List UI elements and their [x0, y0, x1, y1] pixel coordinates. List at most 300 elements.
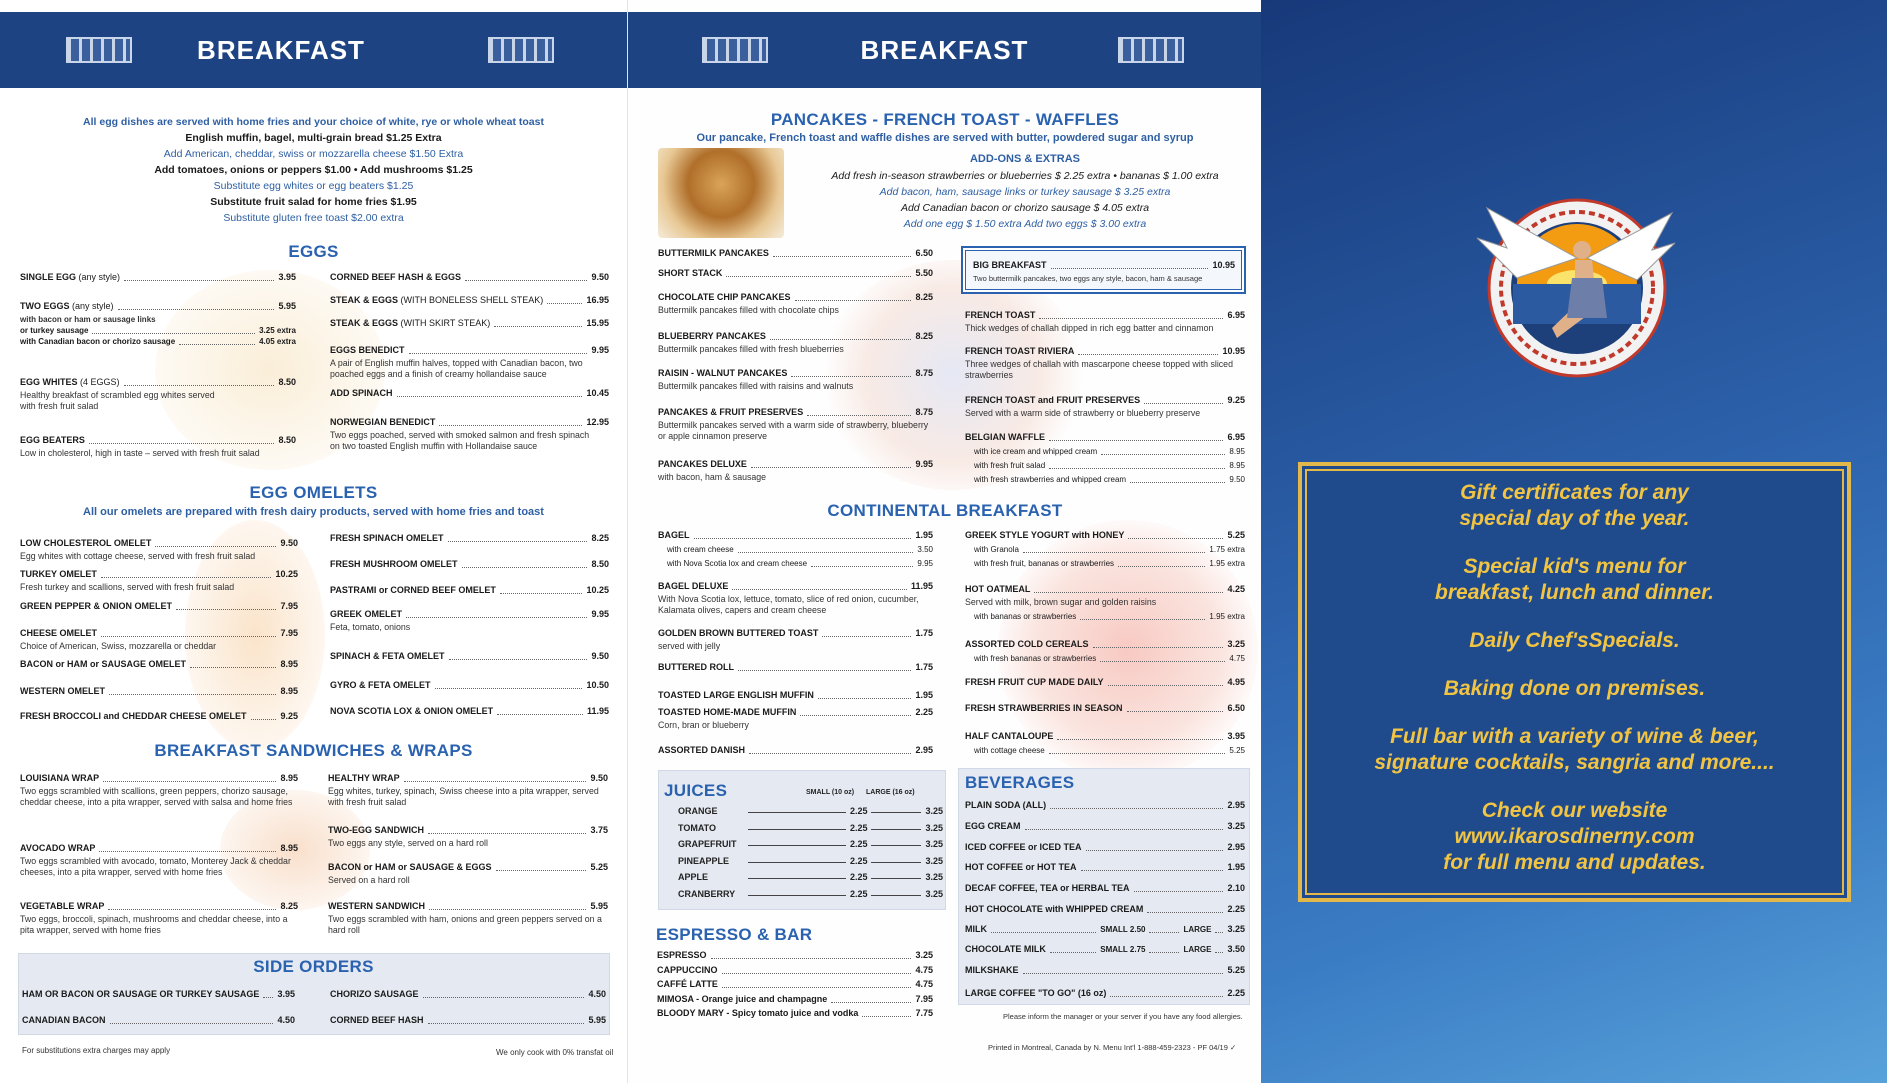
- item-price: 2.25: [1227, 904, 1245, 914]
- promo-line: signature cocktails, sangria and more....: [1374, 751, 1775, 774]
- item-price: 9.95: [917, 559, 933, 568]
- menu-item: [20, 659, 298, 670]
- item-price: 10.50: [586, 680, 609, 690]
- item-variant: with bananas or strawberries: [974, 612, 1077, 621]
- item-name: LOW CHOLESTEROL OMELET: [20, 538, 152, 548]
- menu-item: [330, 651, 609, 662]
- item-name: FRESH SPINACH OMELET: [330, 533, 444, 543]
- item-description: served with jelly: [658, 641, 721, 651]
- menu-item: [658, 581, 933, 616]
- item-description: Buttermilk pancakes filled with raisins and walnuts: [658, 381, 854, 391]
- menu-item: [658, 407, 933, 442]
- item-description: Two eggs poached, served with smoked salmon and fresh spinach on two toasted English muffin with Hollandaise sauce: [330, 430, 590, 451]
- section-eggs-title: EGGS: [288, 242, 339, 261]
- item-variant: with fresh fruit, bananas or strawberries: [974, 559, 1115, 568]
- egg-intro: [20, 114, 607, 226]
- item-price: 8.50: [591, 559, 609, 569]
- item-price: 4.50: [588, 989, 606, 999]
- item-name: WESTERN SANDWICH: [328, 901, 425, 911]
- menu-item: [965, 530, 1245, 569]
- item-name: EGG CREAM: [965, 821, 1021, 831]
- item-price: 1.95: [1227, 862, 1245, 872]
- juice-row: [678, 872, 943, 882]
- menu-item: [965, 677, 1245, 688]
- menu-item: [20, 773, 298, 808]
- item-price: 3.50: [917, 545, 933, 554]
- item-name: EGGS BENEDICT: [330, 345, 405, 355]
- item-name: MILKSHAKE: [965, 965, 1019, 975]
- item-name: PLAIN SODA (ALL): [965, 800, 1047, 810]
- item-price-small: SMALL 2.50: [1100, 925, 1146, 934]
- item-price: 1.75 extra: [1209, 545, 1245, 554]
- item-price: 12.95: [586, 417, 609, 427]
- item-name: BLUEBERRY PANCAKES: [658, 331, 766, 341]
- item-price: 8.25: [591, 533, 609, 543]
- item-price: 8.95: [280, 843, 298, 853]
- menu-item: [965, 639, 1245, 664]
- menu-item: [20, 301, 296, 347]
- greek-key-icon: [488, 37, 554, 63]
- item-price: 6.95: [1227, 432, 1245, 442]
- item-price: 9.50: [1229, 475, 1245, 484]
- juice-row: [678, 806, 943, 816]
- item-name: PANCAKES DELUXE: [658, 459, 747, 469]
- menu-item: [965, 965, 1245, 976]
- item-price: 10.95: [1212, 260, 1235, 270]
- item-price: 8.25: [915, 292, 933, 302]
- menu-item: [658, 628, 933, 652]
- menu-item: [973, 260, 1235, 284]
- promo-line: special day of the year.: [1459, 507, 1690, 530]
- intro-line: Substitute gluten free toast $2.00 extra: [223, 212, 404, 224]
- item-price: 3.95: [1227, 731, 1245, 741]
- item-name: CANADIAN BACON: [22, 1015, 106, 1025]
- promo-line: Daily Chef'sSpecials.: [1469, 629, 1680, 652]
- item-price: 10.25: [275, 569, 298, 579]
- menu-item: [330, 533, 609, 544]
- item-description: Buttermilk pancakes filled with fresh blueberries: [658, 344, 844, 354]
- item-price-large: 3.25: [925, 855, 943, 866]
- menu-item: [328, 773, 608, 808]
- intro-line: Substitute fruit salad for home fries $1.95: [210, 196, 417, 208]
- item-price: 5.25: [590, 862, 608, 872]
- item-price-small: 2.25: [849, 806, 868, 816]
- menu-item: [965, 924, 1245, 935]
- item-name: CHOCOLATE MILK: [965, 944, 1046, 954]
- item-note: (WITH SKIRT STEAK): [400, 318, 491, 328]
- addon-line: Add Canadian bacon or chorizo sausage $ 4.05 extra: [900, 202, 1150, 214]
- back-cover-panel: [1261, 0, 1887, 1083]
- item-price: 3.25: [915, 950, 933, 960]
- item-name: HOT COFFEE or HOT TEA: [965, 862, 1077, 872]
- item-name: FRENCH TOAST RIVIERA: [965, 346, 1075, 356]
- item-name: BAGEL: [658, 530, 690, 540]
- item-price-large: 3.25: [925, 872, 943, 882]
- item-price: 7.95: [915, 993, 933, 1004]
- item-name: NOVA SCOTIA LOX & ONION OMELET: [330, 706, 494, 716]
- item-price-small: 2.25: [849, 839, 868, 849]
- item-price: 5.25: [1227, 965, 1245, 975]
- item-name: BUTTERMILK PANCAKES: [658, 248, 769, 258]
- item-price: 6.95: [1227, 310, 1245, 320]
- item-price: 8.25: [915, 331, 933, 341]
- item-name: SINGLE EGG: [20, 272, 77, 282]
- item-description: Two eggs scrambled with ham, onions and green peppers served on a hard roll: [328, 914, 602, 935]
- item-price: 9.50: [591, 651, 609, 661]
- menu-item: [657, 1008, 933, 1019]
- menu-item: [965, 395, 1245, 419]
- intro-line: All egg dishes are served with home fries and your choice of white, rye or whole wheat toast: [83, 116, 544, 128]
- item-name: GREEN PEPPER & ONION OMELET: [20, 601, 173, 611]
- menu-item: [20, 628, 298, 652]
- menu-item: [965, 703, 1245, 714]
- item-name: NORWEGIAN BENEDICT: [330, 417, 436, 427]
- menu-item: [330, 585, 609, 596]
- item-price: 4.75: [1229, 654, 1245, 663]
- item-name: STEAK & EGGS: [330, 318, 399, 328]
- item-name: PINEAPPLE: [678, 855, 730, 866]
- item-price: 8.25: [280, 901, 298, 911]
- item-price: 2.10: [1227, 883, 1245, 893]
- item-price: 8.95: [280, 659, 298, 669]
- menu-item: [20, 538, 298, 562]
- item-price: 7.95: [280, 601, 298, 611]
- promo-line: Gift certificates for any: [1460, 481, 1689, 504]
- item-price: 9.95: [591, 345, 609, 355]
- promo-line: for full menu and updates.: [1443, 851, 1706, 874]
- item-description: Served with milk, brown sugar and golden raisins: [965, 597, 1157, 607]
- item-name: CRANBERRY: [678, 888, 736, 899]
- item-description: Thick wedges of challah dipped in rich egg batter and cinnamon: [965, 323, 1214, 333]
- section-continental-title: CONTINENTAL BREAKFAST: [827, 501, 1063, 520]
- intro-line: Substitute egg whites or egg beaters $1.25: [213, 180, 414, 192]
- allergy-notice: Please inform the manager or your server if you have any food allergies.: [1003, 1012, 1243, 1021]
- website-link[interactable]: www.ikarosdinerny.com: [1454, 825, 1695, 848]
- item-price: 8.95: [280, 773, 298, 783]
- menu-item: [330, 1015, 606, 1026]
- item-price: 8.75: [915, 368, 933, 378]
- item-note: (any style): [72, 301, 114, 311]
- item-price: 5.25: [1227, 530, 1245, 540]
- menu-item: [658, 690, 933, 701]
- menu-item: [657, 994, 933, 1005]
- item-note: (WITH BONELESS SHELL STEAK): [400, 295, 544, 305]
- item-name: LARGE COFFEE "TO GO" (16 oz): [965, 988, 1107, 998]
- item-name: FRENCH TOAST: [965, 310, 1036, 320]
- menu-item: [20, 435, 296, 459]
- menu-item: [965, 310, 1245, 334]
- item-name: ASSORTED DANISH: [658, 745, 746, 755]
- item-name: EGG BEATERS: [20, 435, 85, 445]
- menu-item: [658, 707, 933, 731]
- item-variant: with bacon or ham or sausage links: [20, 315, 156, 324]
- item-name: BACON or HAM or SAUSAGE & EGGS: [328, 862, 492, 872]
- menu-item: [657, 979, 933, 990]
- item-price: 4.75: [915, 964, 933, 975]
- item-price: 2.25: [1227, 988, 1245, 998]
- item-description: Corn, bran or blueberry: [658, 720, 749, 730]
- menu-item: [330, 345, 609, 380]
- item-price: 1.95 extra: [1209, 559, 1245, 568]
- item-description: Low in cholesterol, high in taste – served with fresh fruit salad: [20, 448, 260, 458]
- item-price: 5.50: [915, 268, 933, 278]
- addons-list: [788, 168, 1262, 232]
- menu-item: [330, 680, 609, 691]
- item-price: 8.50: [278, 435, 296, 445]
- item-name: ORANGE: [678, 806, 718, 816]
- omelets-subtitle: All our omelets are prepared with fresh dairy products, served with home fries and toast: [83, 506, 544, 518]
- promo-line: breakfast, lunch and dinner.: [1435, 581, 1714, 604]
- section-pancakes-title: PANCAKES - FRENCH TOAST - WAFFLES: [770, 110, 1120, 129]
- item-name: TURKEY OMELET: [20, 569, 97, 579]
- item-price-large: 3.25: [925, 839, 943, 849]
- item-name: HEALTHY WRAP: [328, 773, 400, 783]
- item-name: FRENCH TOAST and FRUIT PRESERVES: [965, 395, 1141, 405]
- item-price: 2.95: [1227, 800, 1245, 810]
- section-sides-title: SIDE ORDERS: [253, 957, 374, 976]
- item-name: HALF CANTALOUPE: [965, 731, 1054, 741]
- menu-item: [20, 601, 298, 612]
- item-description: Two eggs, broccoli, spinach, mushrooms and cheddar cheese, into a pita wrapper, served with home fries: [20, 914, 288, 935]
- item-description: Served with a warm side of strawberry or blueberry preserve: [965, 408, 1201, 418]
- item-price: 9.50: [280, 538, 298, 548]
- item-variant: or turkey sausage: [20, 326, 89, 335]
- item-price: 3.25: [1227, 639, 1245, 649]
- item-price: 10.95: [1222, 346, 1245, 356]
- item-variant: with fresh fruit salad: [974, 461, 1046, 470]
- item-price: 4.25: [1227, 584, 1245, 594]
- menu-item: [658, 662, 933, 673]
- item-name: TWO EGGS: [20, 301, 70, 311]
- item-price-large: 3.25: [925, 806, 943, 816]
- item-description: Healthy breakfast of scrambled egg whites served with fresh fruit salad: [20, 390, 215, 411]
- intro-line: Add American, cheddar, swiss or mozzarella cheese $1.50 Extra: [163, 148, 464, 160]
- menu-item: [658, 331, 933, 355]
- item-price: 2.95: [915, 745, 933, 755]
- item-variant: with Granola: [974, 545, 1019, 554]
- juice-size-label: SMALL (10 oz): [806, 789, 855, 796]
- item-price: 8.95: [1229, 461, 1245, 470]
- promo-box: [1298, 462, 1851, 902]
- intro-line: Add tomatoes, onions or peppers $1.00 • Add mushrooms $1.25: [154, 164, 473, 176]
- menu-item: [658, 745, 933, 756]
- item-price: 11.95: [586, 706, 609, 716]
- menu-item: [965, 842, 1245, 853]
- item-name: BUTTERED ROLL: [658, 662, 734, 672]
- item-name: FRESH BROCCOLI and CHEDDAR CHEESE OMELET: [20, 711, 247, 721]
- promo-line: Special kid's menu for: [1463, 555, 1686, 578]
- menu-item: [965, 800, 1245, 811]
- item-name: CHOCOLATE CHIP PANCAKES: [658, 292, 791, 302]
- food-photo: [658, 148, 784, 238]
- item-description: Served on a hard roll: [328, 875, 410, 885]
- greek-key-icon: [1118, 37, 1184, 63]
- item-price: 6.50: [915, 248, 933, 258]
- menu-item: [658, 292, 933, 316]
- item-price: 3.95: [278, 272, 296, 282]
- item-description: With Nova Scotia lox, lettuce, tomato, slice of red onion, cucumber, Kalamata olives, capers and cream cheese: [658, 594, 919, 615]
- item-price: 3.95: [277, 989, 295, 999]
- menu-item: [658, 530, 933, 569]
- item-note: (any style): [78, 272, 121, 282]
- menu-item: [20, 569, 298, 593]
- item-name: ESPRESSO: [657, 950, 707, 960]
- menu-item: [328, 901, 608, 936]
- item-size: LARGE: [1183, 925, 1212, 934]
- section-juices-title: JUICES: [664, 781, 728, 800]
- item-price-small: 2.25: [849, 872, 868, 882]
- item-variant: with fresh bananas or strawberries: [974, 654, 1097, 663]
- greek-key-icon: [702, 37, 768, 63]
- item-price: 10.25: [586, 585, 609, 595]
- pancakes-subtitle: Our pancake, French toast and waffle dishes are served with butter, powdered sugar and syrup: [696, 132, 1194, 144]
- item-name: LOUISIANA WRAP: [20, 773, 100, 783]
- menu-item: [330, 706, 609, 717]
- item-price: 8.75: [915, 407, 933, 417]
- item-price: 8.95: [280, 686, 298, 696]
- item-name: CHEESE OMELET: [20, 628, 98, 638]
- menu-item: [965, 821, 1245, 832]
- addon-line: Add one egg $ 1.50 extra Add two eggs $ 3.00 extra: [903, 218, 1147, 230]
- item-price: 9.95: [915, 459, 933, 469]
- juice-size-label: LARGE (16 oz): [866, 789, 915, 796]
- item-price: 5.25: [1229, 746, 1245, 755]
- item-description: Egg whites with cottage cheese, served with fresh fruit salad: [20, 551, 256, 561]
- item-name: BELGIAN WAFFLE: [965, 432, 1045, 442]
- menu-item: [658, 459, 933, 483]
- item-name: GRAPEFRUIT: [678, 839, 737, 849]
- item-price: 3.25: [1227, 821, 1245, 831]
- promo-line: Baking done on premises.: [1443, 677, 1706, 700]
- item-price: 5.95: [278, 301, 296, 311]
- item-name: RAISIN - WALNUT PANCAKES: [658, 368, 788, 378]
- item-price: 1.75: [915, 628, 933, 638]
- item-price: 9.25: [280, 711, 298, 721]
- menu-item: [965, 944, 1245, 955]
- item-price: 1.95: [915, 690, 933, 700]
- item-description: A pair of English muffin halves, topped with Canadian bacon, two poached eggs and a finish of creamy hollandaise sauce: [330, 358, 583, 379]
- item-name: MILK: [965, 924, 987, 934]
- menu-item: [658, 368, 933, 392]
- menu-item: [965, 731, 1245, 756]
- item-description: Buttermilk pancakes served with a warm side of strawberry, blueberry or apple cinnamon preserve: [658, 420, 929, 441]
- item-variant: with ice cream and whipped cream: [974, 447, 1098, 456]
- item-price: 3.25 extra: [259, 326, 296, 335]
- item-description: Feta, tomato, onions: [330, 622, 411, 632]
- item-name: BAGEL DELUXE: [658, 581, 729, 591]
- item-price: 4.05 extra: [259, 337, 296, 346]
- addon-line: Add fresh in-season strawberries or blueberries $ 2.25 extra • bananas $ 1.00 extra: [831, 170, 1219, 182]
- item-description: Two eggs scrambled with avocado, tomato, Monterey Jack & cheddar cheeses, into a pita wrapper, served with home fries: [20, 856, 291, 877]
- item-price: 7.95: [280, 628, 298, 638]
- item-name: CORNED BEEF HASH: [330, 1015, 424, 1025]
- item-name: GREEK STYLE YOGURT with HONEY: [965, 530, 1125, 540]
- section-wraps-title: BREAKFAST SANDWICHES & WRAPS: [154, 741, 473, 760]
- menu-item: [965, 904, 1245, 915]
- item-name: MIMOSA - Orange juice and champagne: [657, 993, 828, 1004]
- menu-item: [330, 272, 609, 283]
- item-variant: with Nova Scotia lox and cream cheese: [667, 559, 808, 568]
- item-name: DECAF COFFEE, TEA or HERBAL TEA: [965, 883, 1130, 893]
- item-price-small: 2.25: [849, 822, 868, 833]
- item-name: STEAK & EGGS: [330, 295, 399, 305]
- item-description: Two buttermilk pancakes, two eggs any style, bacon, ham & sausage: [973, 274, 1203, 283]
- menu-item: [330, 388, 609, 399]
- menu-item: [20, 711, 298, 722]
- page-title: BREAKFAST: [860, 34, 1029, 65]
- menu-item: [965, 862, 1245, 873]
- item-price: 2.25: [915, 707, 933, 717]
- item-name: AVOCADO WRAP: [20, 843, 96, 853]
- menu-panel-left: [0, 0, 627, 1083]
- item-name: PASTRAMI or CORNED BEEF OMELET: [330, 585, 496, 595]
- menu-panel-middle: [627, 0, 1261, 1083]
- menu-item: [965, 584, 1245, 622]
- item-name: EGG WHITES: [20, 377, 78, 387]
- menu-item: [658, 268, 933, 279]
- item-price-large: 3.25: [925, 822, 943, 833]
- section-beverages-title: BEVERAGES: [965, 773, 1075, 792]
- menu-item: [657, 965, 933, 976]
- juice-row: [678, 889, 943, 899]
- item-name: PANCAKES & FRUIT PRESERVES: [658, 407, 804, 417]
- item-name: APPLE: [678, 872, 709, 882]
- item-price: 3.50: [1227, 944, 1245, 954]
- item-name: GYRO & FETA OMELET: [330, 680, 431, 690]
- item-price: 2.95: [1227, 842, 1245, 852]
- item-name: TOASTED LARGE ENGLISH MUFFIN: [658, 690, 814, 700]
- item-price: 1.95 extra: [1209, 612, 1245, 621]
- item-price: 6.50: [1227, 703, 1245, 713]
- promo-line: Full bar with a variety of wine & beer,: [1390, 725, 1759, 748]
- item-price: 4.95: [1227, 677, 1245, 687]
- print-credit: Printed in Montreal, Canada by N. Menu Int'l 1-888-459-2323 - PF 04/19 ✓: [988, 1043, 1237, 1052]
- item-name: SPINACH & FETA OMELET: [330, 651, 445, 661]
- menu-item: [330, 609, 609, 633]
- item-price-large: 3.25: [925, 888, 943, 899]
- footer-note: We only cook with 0% transfat oil: [496, 1048, 614, 1057]
- menu-item: [657, 950, 933, 961]
- item-name: CAPPUCCINO: [657, 964, 718, 975]
- item-price: 8.50: [278, 377, 296, 387]
- item-description: Choice of American, Swiss, mozzarella or cheddar: [20, 641, 217, 651]
- item-price: 7.75: [915, 1008, 933, 1018]
- menu-item: [20, 901, 298, 936]
- item-variant: with Canadian bacon or chorizo sausage: [20, 337, 176, 346]
- item-name: BLOODY MARY - Spicy tomato juice and vodka: [657, 1008, 859, 1018]
- item-name: CHORIZO SAUSAGE: [330, 989, 419, 999]
- item-description: Buttermilk pancakes filled with chocolate chips: [658, 305, 839, 315]
- menu-item: [22, 989, 295, 1000]
- menu-item: [330, 559, 609, 570]
- item-price: 1.75: [915, 662, 933, 672]
- intro-line: English muffin, bagel, multi-grain bread $1.25 Extra: [185, 132, 442, 144]
- item-description: Two eggs any style, served on a hard roll: [328, 838, 488, 848]
- item-description: Egg whites, turkey, spinach, Swiss cheese into a pita wrapper, served with fresh fruit salad: [328, 786, 599, 807]
- item-price: 1.95: [915, 530, 933, 540]
- section-omelets-title: EGG OMELETS: [249, 483, 378, 502]
- menu-item: [330, 417, 609, 452]
- menu-item: [330, 295, 609, 306]
- item-name: BIG BREAKFAST: [973, 260, 1047, 270]
- juice-row: [678, 839, 943, 849]
- addon-line: Add bacon, ham, sausage links or turkey sausage $ 3.25 extra: [879, 186, 1171, 198]
- footer-note: For substitutions extra charges may apply: [22, 1046, 171, 1055]
- item-price: 9.50: [591, 272, 609, 282]
- menu-item: [965, 883, 1245, 894]
- item-name: HOT OATMEAL: [965, 584, 1031, 594]
- menu-item: [658, 248, 933, 259]
